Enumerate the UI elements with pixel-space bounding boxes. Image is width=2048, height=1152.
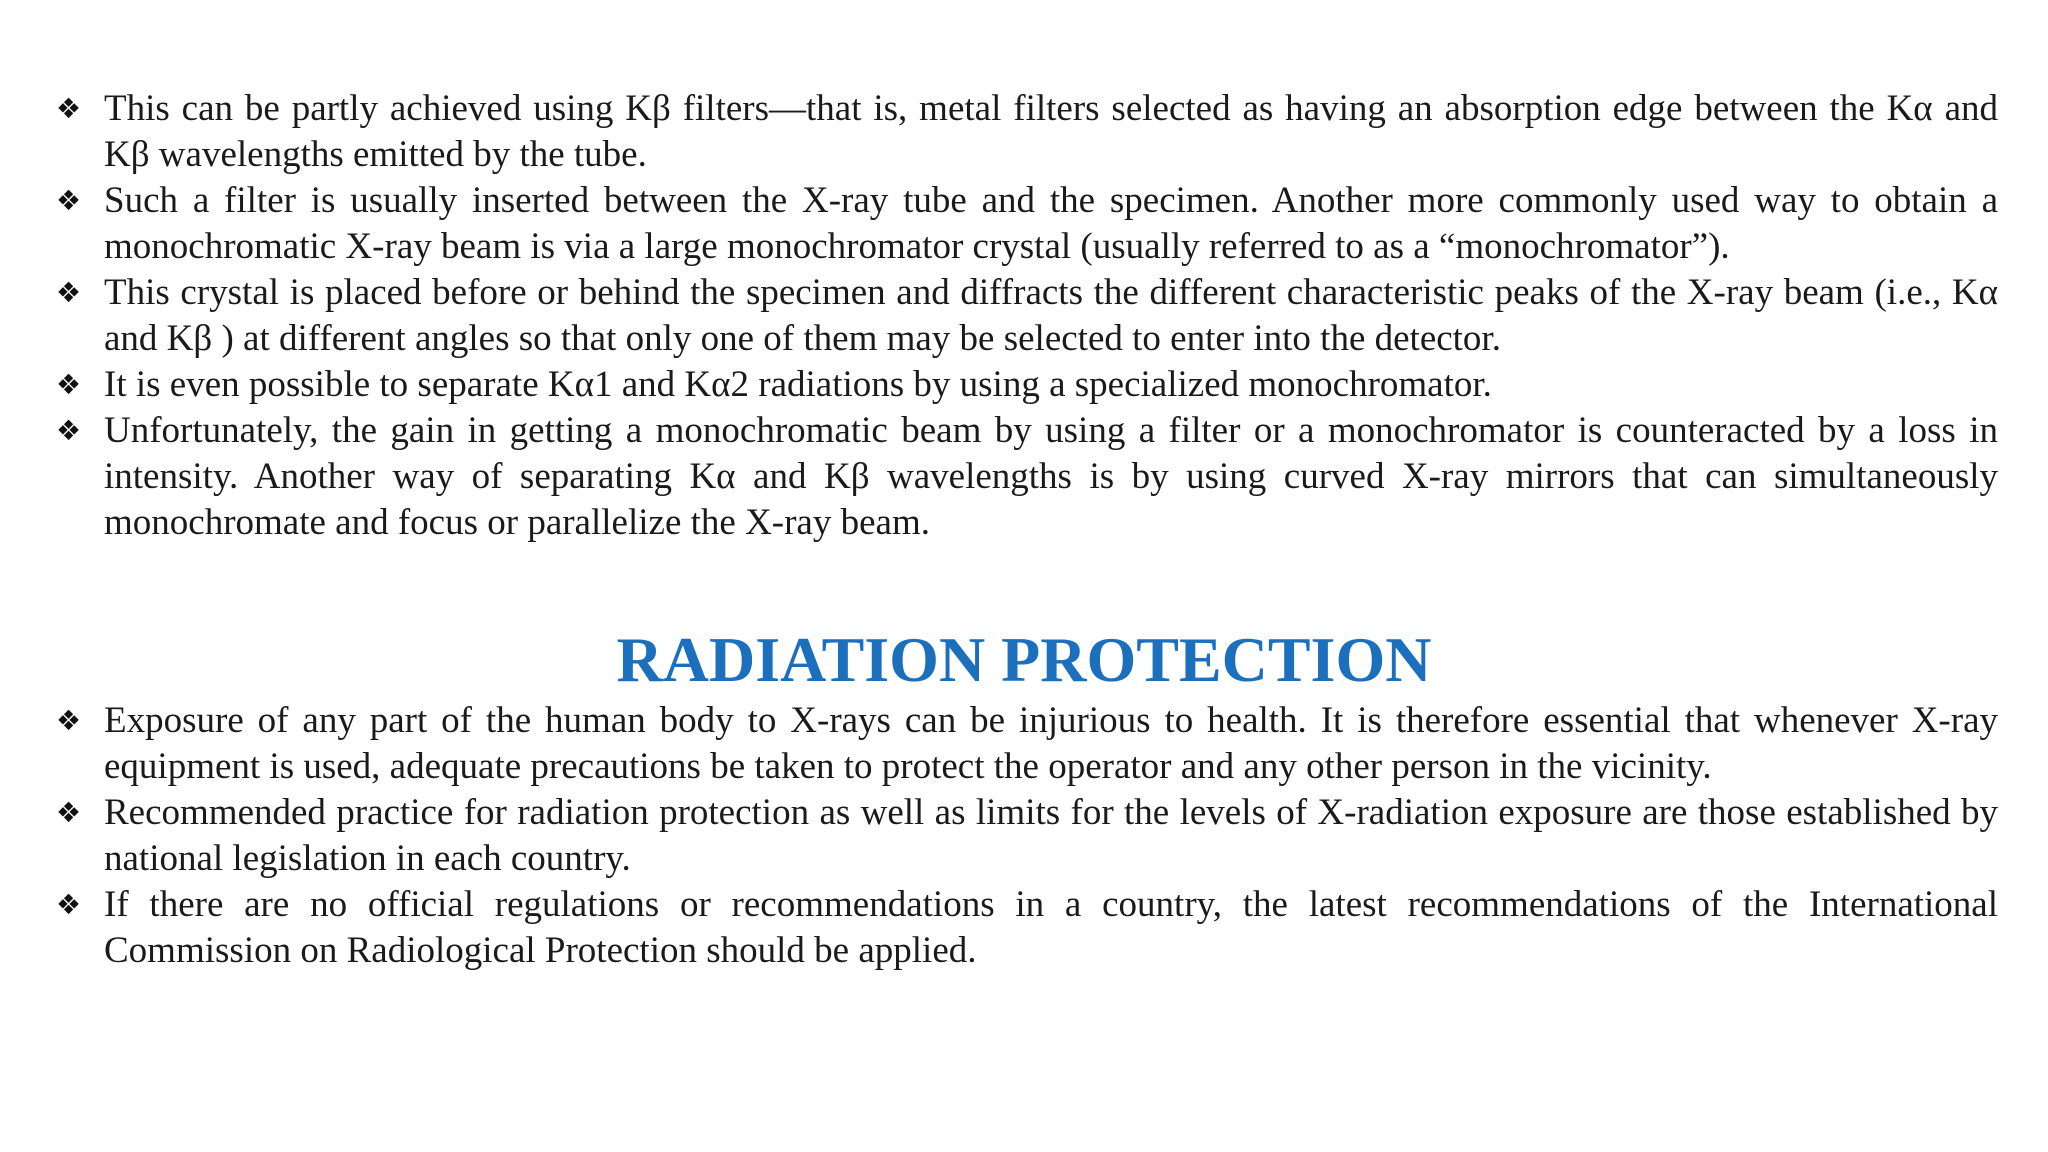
list-item [56, 86, 1998, 178]
list-item [56, 408, 1998, 546]
bullet-diamond-icon: ❖ [56, 704, 82, 737]
bullet-diamond-icon: ❖ [56, 414, 82, 447]
list-item-text: It is even possible to separate Kα1 and Kα2 radiations by using a specialized monochromator. [104, 364, 1492, 405]
list-item [56, 270, 1998, 362]
list-item-text: This can be partly achieved using Kβ filters—that is, metal filters selected as having an absorption edge between the Kα and Kβ wavelengths emitted by the tube. [104, 88, 1998, 175]
list-item-text: This crystal is placed before or behind the specimen and diffracts the different characteristic peaks of the X-ray beam (i.e., Kα and Kβ ) at different angles so that only one of them may be selected to enter into the detector. [104, 272, 1998, 359]
bullet-diamond-icon: ❖ [56, 796, 82, 829]
list-item [56, 882, 1998, 974]
bullet-diamond-icon: ❖ [56, 276, 82, 309]
bullet-list-radiation-protection [56, 698, 1998, 974]
list-item-text: Exposure of any part of the human body to X-rays can be injurious to health. It is therefore essential that whenever X-ray equipment is used, adequate precautions be taken to protect the operator and any other person in the vicinity. [104, 700, 1998, 787]
list-item-text: Such a filter is usually inserted between the X-ray tube and the specimen. Another more commonly used way to obtain a monochromatic X-ray beam is via a large monochromator crystal (usually referred to as a “monochromator”). [104, 180, 1998, 267]
bullet-list-monochromatization [56, 86, 1998, 546]
list-item [56, 178, 1998, 270]
list-item [56, 698, 1998, 790]
bullet-diamond-icon: ❖ [56, 184, 82, 217]
section-heading: RADIATION PROTECTION [616, 624, 1432, 695]
bullet-diamond-icon: ❖ [56, 888, 82, 921]
list-item-text: Unfortunately, the gain in getting a monochromatic beam by using a filter or a monochromator is counteracted by a loss in intensity. Another way of separating Kα and Kβ wavelengths is by using curved X-ray mirrors that can simultaneously monochromate and focus or parallelize the X-ray beam. [104, 410, 1998, 543]
list-item [56, 362, 1998, 408]
list-item [56, 790, 1998, 882]
bullet-diamond-icon: ❖ [56, 92, 82, 125]
list-item-text: Recommended practice for radiation protection as well as limits for the levels of X-radiation exposure are those established by national legislation in each country. [104, 792, 1998, 879]
list-item-text: If there are no official regulations or recommendations in a country, the latest recommendations of the International Commission on Radiological Protection should be applied. [104, 884, 1998, 971]
bullet-diamond-icon: ❖ [56, 368, 82, 401]
